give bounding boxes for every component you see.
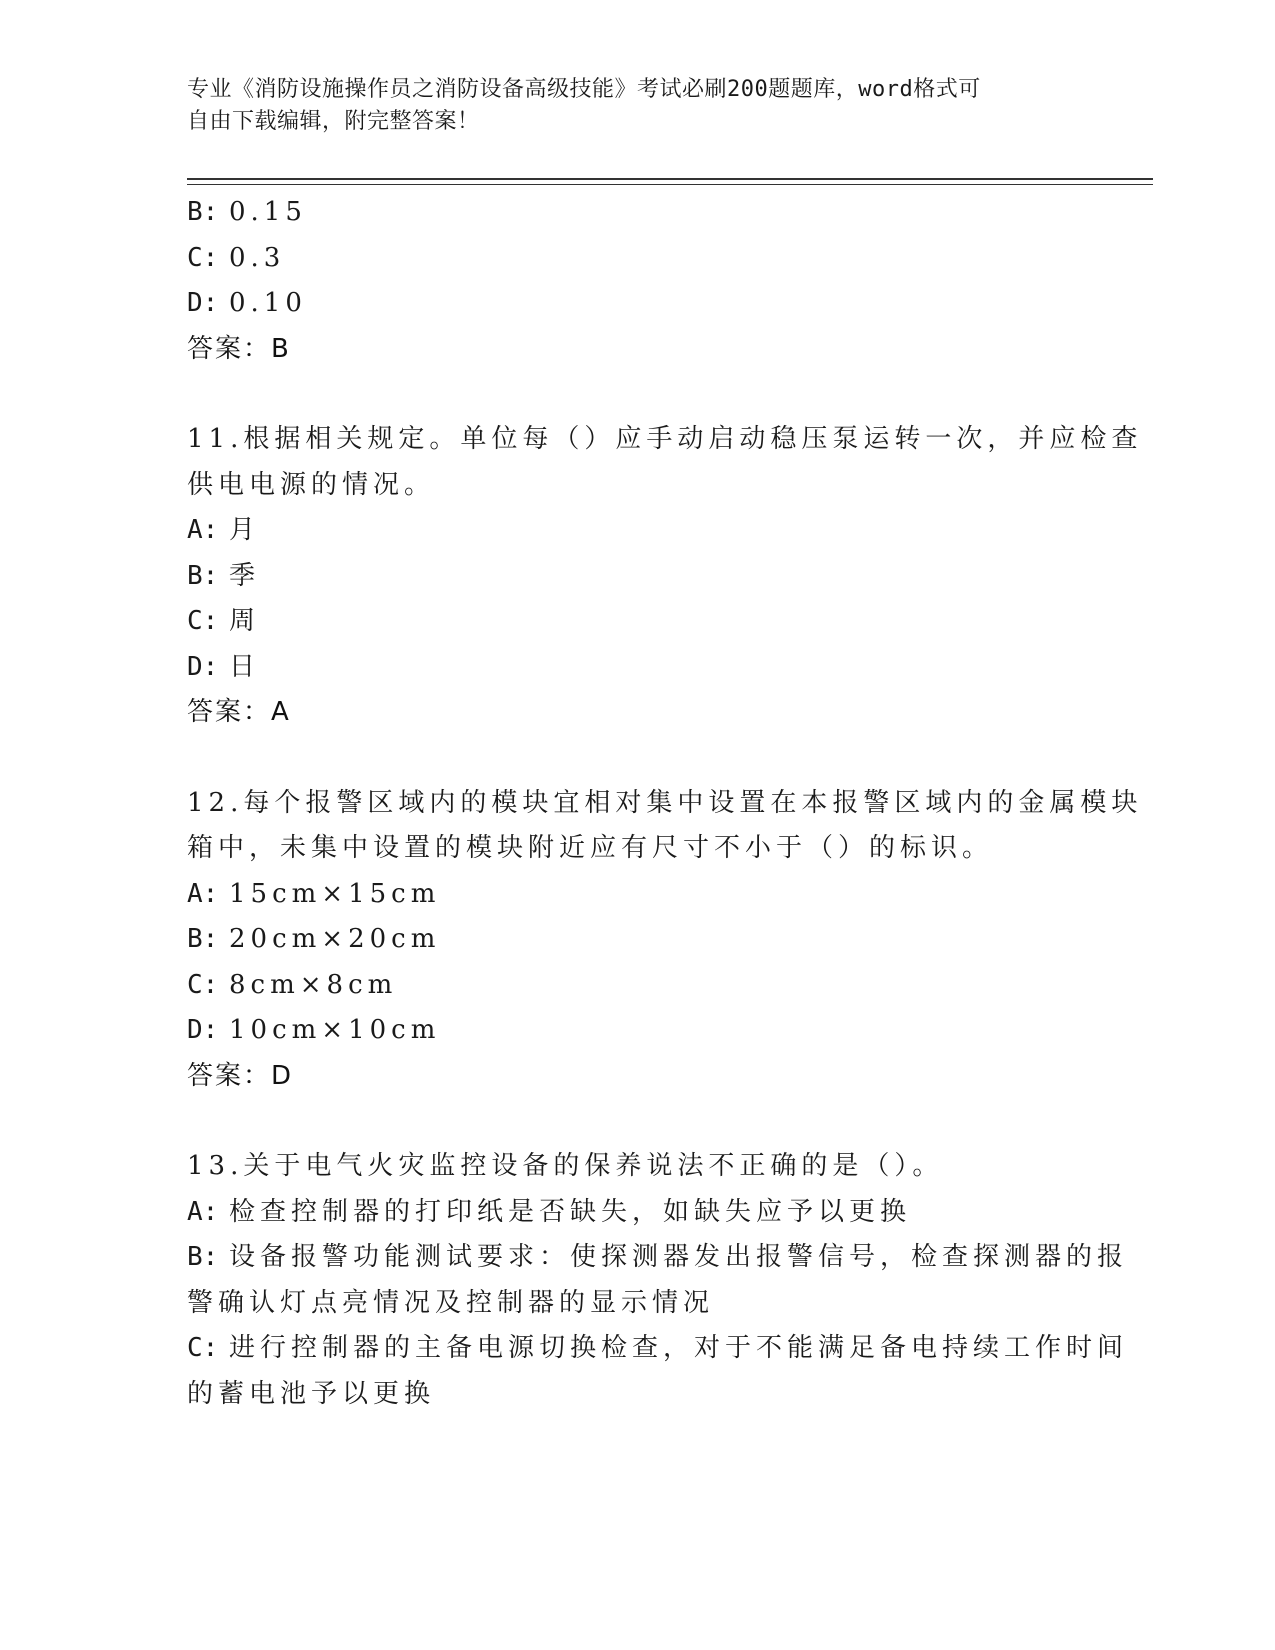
option-b-cont: 警确认灯点亮情况及控制器的显示情况 bbox=[187, 1287, 715, 1318]
option-prefix: B: bbox=[187, 560, 219, 591]
option-text: 季 bbox=[229, 560, 261, 591]
option-prefix: A: bbox=[187, 878, 219, 909]
spacer bbox=[187, 1099, 1067, 1144]
option-c-cont: 的蓄电池予以更换 bbox=[187, 1378, 436, 1409]
page-header bbox=[187, 74, 1067, 138]
answer-line: 答案：B bbox=[187, 333, 291, 364]
option-text: 周 bbox=[229, 606, 261, 636]
option-text: 20cm×20cm bbox=[229, 924, 441, 954]
prev-question bbox=[187, 190, 1067, 372]
option-prefix: C: bbox=[187, 1333, 219, 1363]
option-prefix: B: bbox=[187, 924, 219, 954]
option-text: 15cm×15cm bbox=[229, 878, 441, 909]
option-d bbox=[187, 1008, 1067, 1054]
option-prefix: D: bbox=[187, 288, 219, 318]
option-a bbox=[187, 872, 1067, 918]
option-text: 进行控制器的主备电源切换检查，对于不能满足备电持续工作时间 bbox=[229, 1333, 1129, 1363]
question-text-cont: 供电电源的情况。 bbox=[187, 469, 436, 500]
option-prefix: B: bbox=[187, 1242, 219, 1272]
option-b bbox=[187, 917, 1067, 963]
question-text-cont: 箱中，未集中设置的模块附近应有尺寸不小于（）的标识。 bbox=[187, 833, 994, 863]
option-a bbox=[187, 1190, 1067, 1236]
question-13 bbox=[187, 1144, 1129, 1417]
option-text: 检查控制器的打印纸是否缺失，如缺失应予以更换 bbox=[229, 1196, 912, 1227]
option-text: 0.15 bbox=[229, 197, 307, 227]
option-text: 日 bbox=[229, 651, 261, 682]
option-text: 设备报警功能测试要求：使探测器发出报警信号，检查探测器的报 bbox=[229, 1242, 1129, 1272]
option-c bbox=[187, 963, 1067, 1009]
answer-line: 答案：A bbox=[187, 697, 291, 727]
option-prefix: B: bbox=[187, 197, 219, 227]
header-line-2: 自由下载编辑，附完整答案！ bbox=[187, 109, 480, 134]
question-text: 11.根据相关规定。单位每（）应手动启动稳压泵运转一次，并应检查 bbox=[187, 424, 1143, 454]
option-prefix: A: bbox=[187, 515, 219, 545]
option-text: 10cm×10cm bbox=[229, 1015, 441, 1045]
option-text: 0.3 bbox=[229, 242, 286, 273]
option-prefix: A: bbox=[187, 1196, 219, 1227]
header-rule-thin bbox=[187, 184, 1153, 185]
option-d bbox=[187, 645, 1067, 691]
option-a bbox=[187, 508, 1067, 554]
question-text: 12.每个报警区域内的模块宜相对集中设置在本报警区域内的金属模块 bbox=[187, 787, 1143, 818]
option-c bbox=[187, 236, 1067, 282]
option-c bbox=[187, 1326, 1129, 1372]
option-prefix: C: bbox=[187, 969, 219, 1000]
option-b bbox=[187, 1235, 1129, 1281]
question-content bbox=[187, 190, 1143, 1417]
option-text: 8cm×8cm bbox=[229, 969, 398, 1000]
question-text: 13.关于电气火灾监控设备的保养说法不正确的是（）。 bbox=[187, 1151, 944, 1181]
spacer bbox=[187, 372, 1067, 417]
option-b bbox=[187, 554, 1067, 600]
option-c bbox=[187, 599, 1067, 645]
option-prefix: C: bbox=[187, 242, 219, 273]
option-prefix: C: bbox=[187, 606, 219, 636]
option-prefix: D: bbox=[187, 1015, 219, 1045]
spacer bbox=[187, 736, 1067, 781]
option-b bbox=[187, 190, 1067, 236]
header-line-1: 专业《消防设施操作员之消防设备高级技能》考试必刷200题题库，word格式可 bbox=[187, 77, 981, 102]
option-text: 月 bbox=[229, 515, 261, 545]
option-prefix: D: bbox=[187, 651, 219, 682]
question-11 bbox=[187, 417, 1143, 736]
option-d bbox=[187, 281, 1067, 327]
option-text: 0.10 bbox=[229, 288, 307, 318]
question-12 bbox=[187, 781, 1143, 1100]
header-rule-thick bbox=[187, 178, 1153, 180]
answer-line: 答案：D bbox=[187, 1060, 294, 1091]
